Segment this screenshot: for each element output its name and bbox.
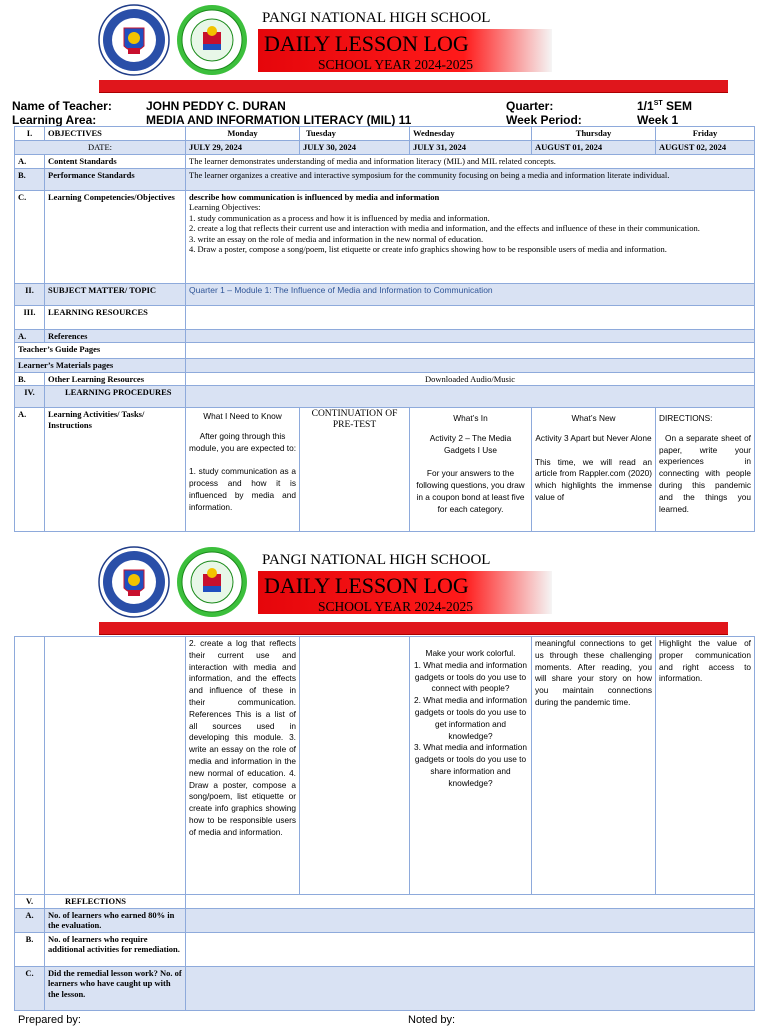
school-seal-icon — [176, 4, 248, 76]
date-label: DATE: — [15, 141, 186, 155]
activity-monday: What I Need to Know After going through this module, you are expected to: 1. study communication as a process and how it is influenced by media and information. — [186, 408, 300, 532]
performance-standards-row: B. Performance Standards The learner organizes a creative and interactive symposium for the community focusing on being a media and information literate individual. — [15, 168, 755, 190]
day-monday: Monday — [186, 127, 300, 141]
page-header — [0, 0, 768, 80]
content-standards-row: A. Content Standards The learner demonstrates understanding of media and information literacy (MIL) and MIL related concepts. — [15, 155, 755, 169]
week-label: Week Period: — [506, 113, 582, 127]
activity-wednesday-cont: Make your work colorful. 1. What media and information gadgets or tools do you use to connect with people? 2. What media and information gadgets or tools do you use to get information and knowledge? 3. What media and information gadgets or tools do you use to share information and knowledge? — [410, 637, 532, 895]
activity-monday-cont: 2. create a log that reflects their current use and interaction with media and information, and the effects and influence of these in their communication. References This is a list of all sources used in developing this module. 3. write an essay on the role of media and information in the new normal of education. 4. Draw a poster, compose a song/poem, list etiquette or create info graphics showing how to be responsible users of media and information. — [186, 637, 300, 895]
lesson-table-continued — [14, 636, 755, 1011]
date-monday: JULY 29, 2024 — [186, 141, 300, 155]
activities-continued-row — [15, 637, 755, 895]
procedures-row: IV. LEARNING PROCEDURES — [15, 386, 755, 408]
week-value: Week 1 — [637, 113, 679, 127]
date-wednesday: JULY 31, 2024 — [410, 141, 532, 155]
page-2 — [0, 542, 768, 1026]
day-friday: Friday — [656, 127, 755, 141]
reflection-c-row: C. Did the remedial lesson work? No. of learners who have caught up with the lesson. — [15, 966, 755, 1010]
learners-materials-row: Learner’s Materials pages — [15, 359, 755, 373]
day-thursday: Thursday — [532, 127, 656, 141]
school-name: PANGI NATIONAL HIGH SCHOOL — [262, 552, 491, 568]
competencies-row: C. Learning Competencies/Objectives describe how communication is influenced by media and information Learning Objectives: 1. study communication as a process and how it is influenced by media and information. 2. create a log that reflects their current use and interaction with media and information, and the effects and influence of these in their communication. 3. write an essay on the role of media and information in the new normal of education. 4. Draw a poster, compose a song/poem, list etiquette or create info graphics showing how to be responsible users of media and information. — [15, 190, 755, 283]
date-tuesday: JULY 30, 2024 — [300, 141, 410, 155]
day-tuesday: Tuesday — [300, 127, 410, 141]
reflection-b-row: B. No. of learners who require additional activities for remediation. — [15, 932, 755, 966]
school-year: SCHOOL YEAR 2024-2025 — [318, 599, 473, 614]
objectives-row: I. OBJECTIVES Monday Tuesday Wednesday Thursday Friday — [15, 127, 755, 141]
noted-by-label: Noted by: — [408, 1014, 456, 1026]
quarter-label: Quarter: — [506, 99, 554, 113]
other-resources-text: Downloaded Audio/Music — [186, 372, 755, 386]
date-thursday: AUGUST 01, 2024 — [532, 141, 656, 155]
subject-matter-row: II. SUBJECT MATTER/ TOPIC Quarter 1 – Module 1: The Influence of Media and Information to Communication — [15, 283, 755, 305]
other-resources-row: B. Other Learning Resources Downloaded Audio/Music — [15, 372, 755, 386]
activity-thursday-cont: meaningful connections to get us through these challenging moments. After reading, you will share your story on how you maintain connections during the pandemic time. — [532, 637, 656, 895]
activity-wednesday: What’s In Activity 2 – The Media Gadgets I Use For your answers to the following questions, you draw in a coupon bond at least five for each category. — [410, 408, 532, 532]
school-year: SCHOOL YEAR 2024-2025 — [318, 57, 473, 72]
day-wednesday: Wednesday — [410, 127, 532, 141]
references-row: A. References — [15, 329, 755, 343]
page-header-2 — [0, 542, 768, 622]
teacher-label: Name of Teacher: — [12, 99, 112, 113]
quarter-value: 1/1ST SEM — [637, 99, 692, 113]
resources-row: III. LEARNING RESOURCES — [15, 305, 755, 329]
teacher-name: JOHN PEDDY C. DURAN — [146, 99, 286, 113]
date-friday: AUGUST 02, 2024 — [656, 141, 755, 155]
red-divider — [99, 80, 728, 93]
reflection-a-row: A. No. of learners who earned 80% in the evaluation. — [15, 908, 755, 932]
red-divider — [99, 622, 728, 635]
deped-seal-icon — [98, 4, 170, 76]
school-name: PANGI NATIONAL HIGH SCHOOL — [262, 10, 491, 26]
reflections-row: V. REFLECTIONS — [15, 895, 755, 909]
activity-friday-cont: Highlight the value of proper communication and right access to information. — [656, 637, 755, 895]
area-label: Learning Area: — [12, 113, 97, 127]
performance-standards-text: The learner organizes a creative and interactive symposium for the community focusing on being a media and information literate individual. — [186, 168, 755, 190]
activity-friday: DIRECTIONS: On a separate sheet of paper, write your experiences in connecting with people during this pandemic and the things you learned. — [656, 408, 755, 532]
competencies-text: describe how communication is influenced by media and information Learning Objectives: 1. study communication as a process and how it is influenced by media and information. 2. create a log that reflects their current use and interaction with media and information, and the effects and influence of these in their communication. 3. write an essay on the role of media and information in the new normal of education. 4. Draw a poster, compose a song/poem, list etiquette or create info graphics showing how to be responsible users of media and information. — [186, 190, 755, 283]
subject-matter-text: Quarter 1 – Module 1: The Influence of Media and Information to Communication — [186, 283, 755, 305]
teachers-guide-row: Teacher’s Guide Pages — [15, 343, 755, 359]
objectives-heading: OBJECTIVES — [45, 127, 186, 141]
lesson-table — [14, 126, 755, 532]
page-title: DAILY LESSON LOG — [264, 31, 469, 56]
content-standards-text: The learner demonstrates understanding of media and information literacy (MIL) and MIL related concepts. — [186, 155, 755, 169]
learning-area: MEDIA AND INFORMATION LITERACY (MIL) 11 — [146, 113, 412, 127]
activities-row: A. Learning Activities/ Tasks/ Instructions What I Need to Know After going through this module, you are expected to: 1. study communication as a process and how it is influenced by media and information. CONTINUATION OF PRE-TEST What’s In Activity 2 – The Media Gadgets I Use For your answers to the following questions, you draw in a coupon bond at least five for each category. What’s New Activity 3 Apart but Never Alone This time, we will read an article from Rappler.com (2020) which highlights the immense value of DIRECTIONS: On a separate sheet of paper, write your experiences in connecting with people during this pandemic and the things you learned. — [15, 408, 755, 532]
prepared-by-label: Prepared by: — [18, 1014, 81, 1026]
activity-thursday: What’s New Activity 3 Apart but Never Alone This time, we will read an article from Rappler.com (2020) which highlights the immense value of — [532, 408, 656, 532]
deped-seal-icon — [98, 546, 170, 618]
page-title: DAILY LESSON LOG — [264, 573, 469, 598]
date-row — [15, 141, 755, 155]
activity-tuesday: CONTINUATION OF PRE-TEST — [300, 408, 410, 532]
school-seal-icon — [176, 546, 248, 618]
